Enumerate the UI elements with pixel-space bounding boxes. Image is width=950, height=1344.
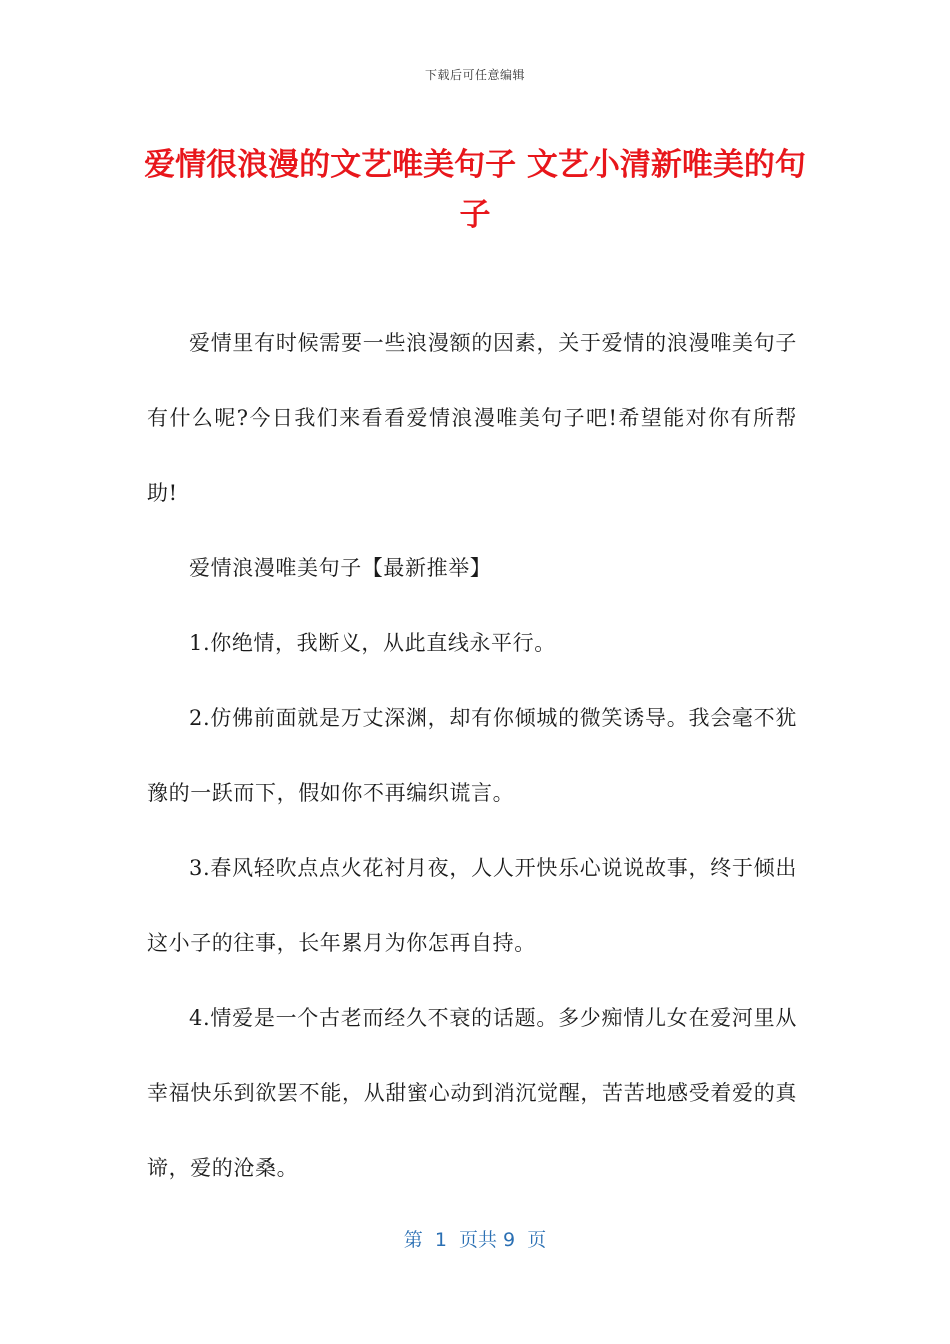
paragraph-item-4: 4.情爱是一个古老而经久不衰的话题。多少痴情儿女在爱河里从幸福快乐到欲罢不能，从甜蜜心动到消沉觉醒，苦苦地感受着爱的真谛，爱的沧桑。 <box>147 1006 797 1180</box>
paragraph-subheading: 爱情浪漫唯美句子【最新推举】 <box>189 556 492 580</box>
page-number-footer: 第 1 页共 9 页 <box>403 1229 547 1251</box>
header-note: 下载后可任意编辑 <box>424 68 525 82</box>
paragraph-item-1: 1.你绝情，我断义，从此直线永平行。 <box>189 631 556 655</box>
paragraph-intro: 爱情里有时候需要一些浪漫额的因素，关于爱情的浪漫唯美句子有什么呢?今日我们来看看爱情浪漫唯美句子吧!希望能对你有所帮助! <box>147 331 797 505</box>
paragraph-item-3: 3.春风轻吹点点火花衬月夜，人人开快乐心说说故事，终于倾出这小子的往事，长年累月为你怎再自持。 <box>147 856 797 955</box>
paragraph-item-2: 2.仿佛前面就是万丈深渊，却有你倾城的微笑诱导。我会毫不犹豫的一跃而下，假如你不再编织谎言。 <box>147 706 797 805</box>
document-title: 爱情很浪漫的文艺唯美句子 文艺小清新唯美的句子 <box>144 147 806 233</box>
document-body <box>147 306 797 1206</box>
